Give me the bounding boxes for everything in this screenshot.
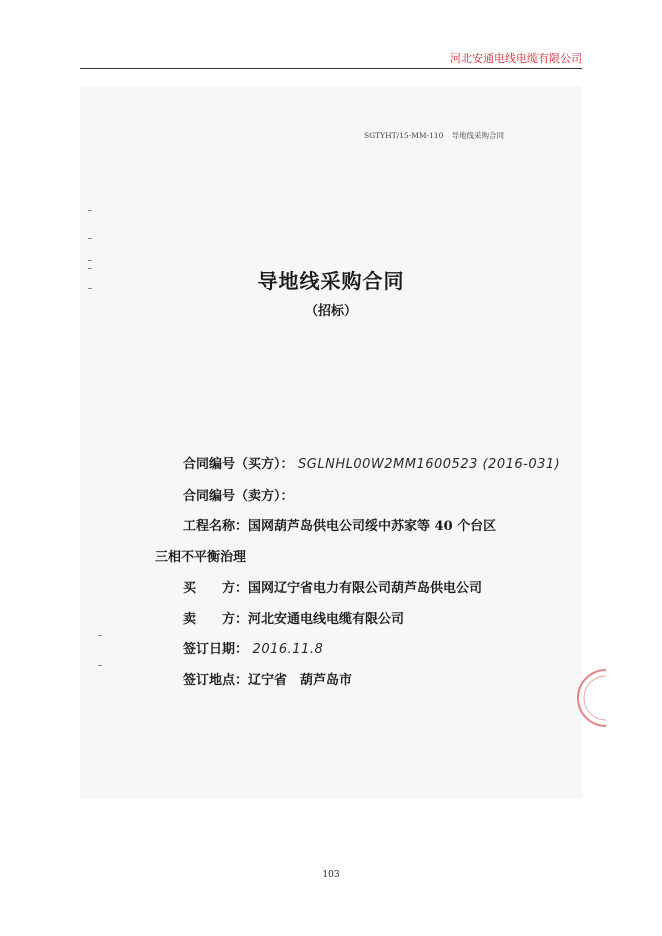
company-name-part1: 河北安通 — [450, 52, 494, 65]
sign-place-label: 签订地点： — [183, 673, 249, 688]
scanned-page — [80, 86, 582, 799]
sign-place-row — [183, 669, 352, 688]
project-name-label: 工程名称： — [183, 519, 249, 534]
sign-date-label: 签订日期： — [183, 642, 249, 657]
project-name-value: 国网葫芦岛供电公司绥中苏家等 40 个台区 — [248, 519, 497, 534]
buyer-contract-no-row — [183, 453, 560, 472]
buyer-value: 国网辽宁省电力有限公司葫芦岛供电公司 — [248, 581, 483, 596]
seller-value: 河北安通电线电缆有限公司 — [248, 612, 405, 627]
buyer-contract-no-label: 合同编号（买方）： — [183, 457, 294, 472]
project-name-continued: 三相不平衡治理 — [155, 550, 247, 565]
document-code-number: SGTYHT/15-MM-110 — [364, 131, 444, 140]
buyer-label: 买 方： — [183, 581, 249, 596]
header-rule — [80, 68, 582, 69]
page-number: 103 — [322, 870, 340, 880]
sign-date-row — [183, 638, 323, 657]
sign-date-value: 2016.11.8 — [252, 642, 324, 657]
buyer-contract-no-value: SGLNHL00W2MM1600523 (2016-031) — [298, 457, 561, 472]
company-header — [450, 50, 582, 66]
seal-stamp — [566, 668, 606, 728]
project-name-row — [183, 515, 496, 534]
document-code-title: 导地线采购合同 — [451, 131, 504, 140]
document-title: 导地线采购合同 — [257, 269, 405, 293]
seller-contract-no-label: 合同编号（卖方）： — [183, 489, 294, 504]
seller-contract-no-row — [183, 485, 294, 504]
document-subtitle: （招标） — [304, 304, 357, 319]
document-code — [364, 130, 504, 141]
seller-row — [183, 608, 404, 627]
sign-place-value: 辽宁省 葫芦岛市 — [248, 673, 353, 688]
company-name-part2: 电线电缆有限公司 — [494, 52, 582, 65]
seller-label: 卖 方： — [183, 612, 249, 627]
buyer-row — [183, 577, 482, 596]
